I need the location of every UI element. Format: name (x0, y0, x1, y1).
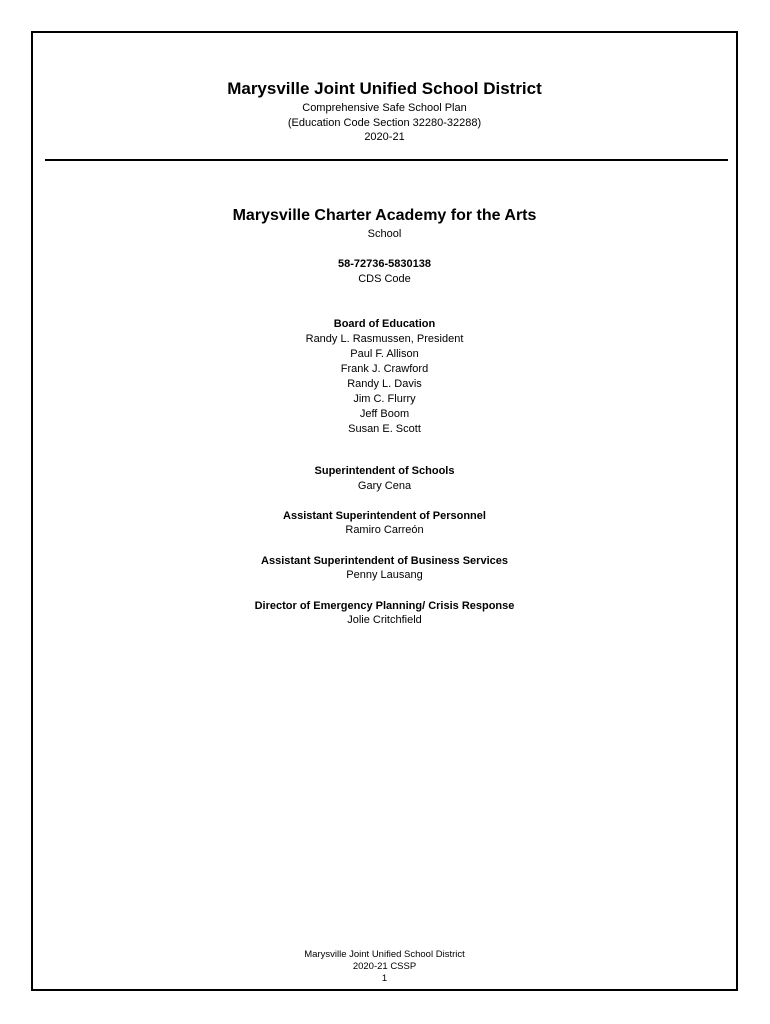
asst-business-heading: Assistant Superintendent of Business Services (261, 555, 508, 567)
page-number: 1 (381, 973, 388, 984)
board-member: Paul F. Allison (350, 348, 419, 360)
asst-personnel-name: Ramiro Carreón (345, 524, 424, 536)
director-name: Jolie Critchfield (347, 614, 422, 626)
superintendent-heading: Superintendent of Schools (314, 465, 455, 477)
document-page (31, 31, 738, 991)
school-label: School (367, 228, 402, 240)
director-heading: Director of Emergency Planning/ Crisis Response (254, 600, 515, 612)
board-member-list (33, 332, 736, 437)
cds-label: CDS Code (358, 273, 411, 285)
superintendent-name: Gary Cena (357, 480, 412, 492)
board-heading: Board of Education (333, 318, 436, 330)
code-section: (Education Code Section 32280-32288) (287, 116, 482, 129)
school-name: Marysville Charter Academy for the Arts (232, 207, 537, 224)
board-member: Frank J. Crawford (340, 363, 429, 375)
board-member: Randy L. Davis (347, 378, 422, 390)
footer-doc: 2020-21 CSSP (352, 961, 417, 972)
footer-district: Marysville Joint Unified School District (304, 949, 465, 960)
page-footer (33, 949, 736, 985)
header-divider (45, 159, 728, 161)
cds-code: 58-72736-5830138 (338, 258, 431, 270)
asst-business-name: Penny Lausang (346, 569, 423, 581)
district-title: Marysville Joint Unified School District (227, 79, 542, 98)
header-subtitle (33, 101, 736, 145)
board-member: Jim C. Flurry (353, 393, 416, 405)
plan-year: 2020-21 (364, 131, 405, 143)
plan-name: Comprehensive Safe School Plan (302, 102, 467, 114)
board-member: Jeff Boom (359, 408, 410, 420)
board-member: Randy L. Rasmussen, President (305, 333, 464, 345)
asst-personnel-heading: Assistant Superintendent of Personnel (283, 510, 486, 522)
board-member: Susan E. Scott (348, 423, 421, 435)
